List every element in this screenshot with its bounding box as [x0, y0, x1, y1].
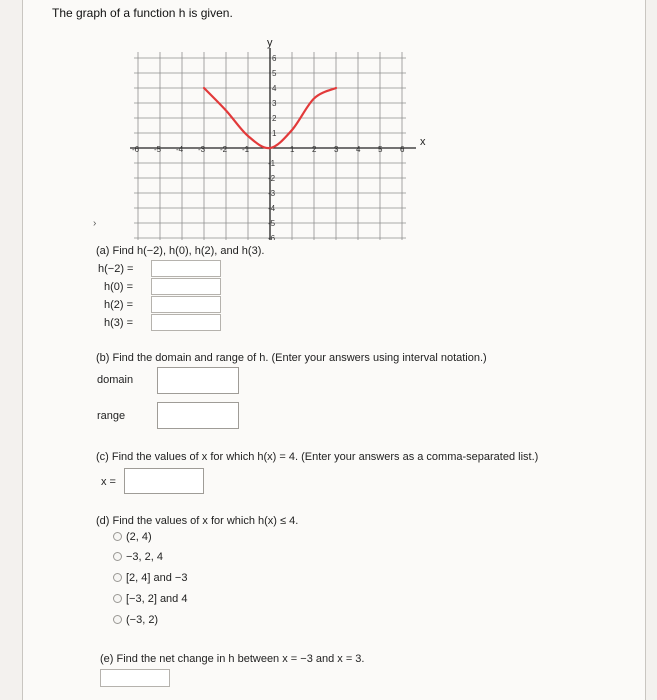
part-d-prompt: (d) Find the values of x for which h(x) ≤ 4.: [96, 515, 299, 527]
question-title: The graph of a function h is given.: [52, 6, 233, 20]
h-neg2-input[interactable]: [151, 260, 221, 277]
option-radio-2[interactable]: [113, 552, 122, 561]
y-tick-label: -2: [268, 174, 276, 183]
h-2-label: h(2) =: [104, 299, 134, 311]
option-radio-3[interactable]: [113, 573, 122, 582]
domain-label: domain: [97, 374, 134, 386]
h-3-label: h(3) =: [104, 317, 134, 329]
h-0-input[interactable]: [151, 278, 221, 295]
y-tick-label: -4: [268, 204, 276, 213]
option-radio-4[interactable]: [113, 594, 122, 603]
y-tick-label: 2: [272, 114, 277, 123]
option-label-1[interactable]: (2, 4): [126, 531, 152, 543]
h-2-input[interactable]: [151, 296, 221, 313]
y-tick-label: -5: [268, 219, 276, 228]
net-change-input[interactable]: [100, 669, 170, 687]
y-tick-label: 1: [272, 129, 277, 138]
x-tick-label: -5: [154, 145, 162, 154]
x-tick-label: -2: [220, 145, 228, 154]
x-values-input[interactable]: [124, 468, 204, 494]
x-axis-label: x: [420, 136, 426, 148]
y-tick-label: 6: [272, 54, 277, 63]
x-tick-label: 2: [312, 145, 317, 154]
y-tick-label: -3: [268, 189, 276, 198]
range-label: range: [97, 410, 126, 422]
y-tick-label: 5: [272, 69, 277, 78]
x-tick-label: -3: [198, 145, 206, 154]
part-c-prompt: (c) Find the values of x for which h(x) = 4. (Enter your answers as a comma-separated list.): [96, 451, 539, 463]
range-input[interactable]: [157, 402, 239, 429]
function-graph-svg: [118, 30, 438, 240]
y-tick-label: -1: [268, 159, 276, 168]
h-3-input[interactable]: [151, 314, 221, 331]
option-label-5[interactable]: (−3, 2): [126, 614, 159, 626]
option-label-2[interactable]: −3, 2, 4: [126, 551, 164, 563]
x-tick-label: 3: [334, 145, 339, 154]
option-label-3[interactable]: [2, 4] and −3: [126, 572, 188, 584]
x-tick-label: 5: [378, 145, 383, 154]
part-e-prompt: (e) Find the net change in h between x = −3 and x = 3.: [100, 653, 365, 665]
y-tick-label: -6: [268, 234, 276, 240]
part-b-prompt: (b) Find the domain and range of h. (Enter your answers using interval notation.): [96, 352, 487, 364]
function-graph: [118, 30, 438, 245]
y-tick-label: 4: [272, 84, 277, 93]
h-neg2-label: h(−2) =: [98, 263, 134, 275]
domain-input[interactable]: [157, 367, 239, 394]
y-axis-label: y: [267, 37, 273, 49]
x-tick-label: -6: [132, 145, 140, 154]
x-tick-label: 6: [400, 145, 405, 154]
x-tick-label: -4: [176, 145, 184, 154]
x-tick-label: -1: [242, 145, 250, 154]
x-equals-label: x =: [101, 476, 116, 488]
x-tick-label: 1: [290, 145, 295, 154]
y-tick-label: 3: [272, 99, 277, 108]
part-a-prompt: (a) Find h(−2), h(0), h(2), and h(3).: [96, 245, 265, 257]
option-label-4[interactable]: [−3, 2] and 4: [126, 593, 188, 605]
option-radio-1[interactable]: [113, 532, 122, 541]
h-0-label: h(0) =: [104, 281, 134, 293]
option-radio-5[interactable]: [113, 615, 122, 624]
x-tick-label: 4: [356, 145, 361, 154]
margin-mark: ›: [93, 218, 97, 229]
